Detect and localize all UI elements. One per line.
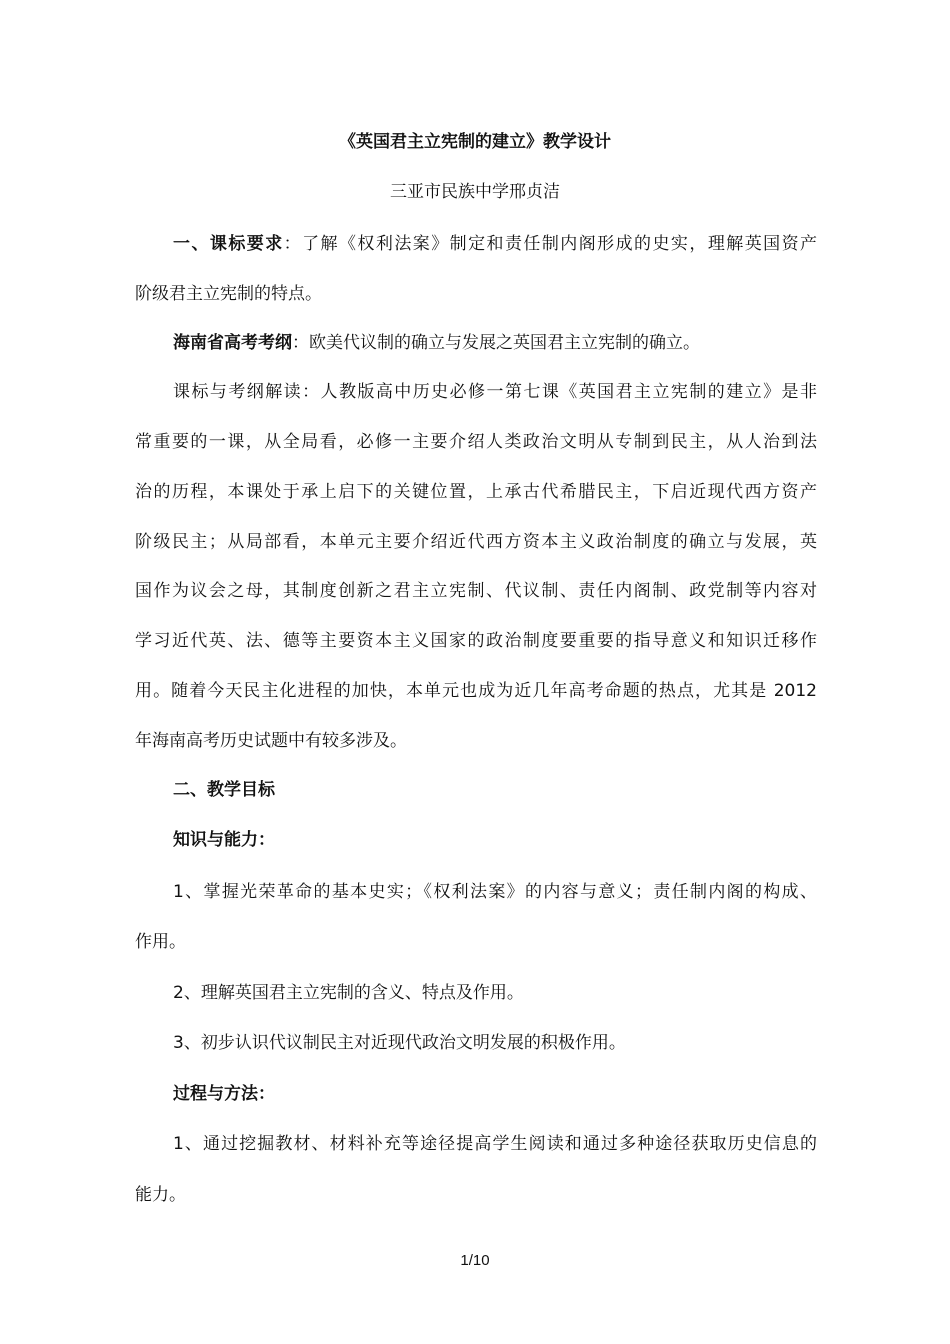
interpretation-line: 治的历程，本课处于承上启下的关键位置，上承古代希腊民主，下启近现代西方资产 xyxy=(135,482,817,502)
knowledge-heading: 知识与能力： xyxy=(173,830,275,850)
exam-text: ：欧美代议制的确立与发展之英国君主立宪制的确立。 xyxy=(292,333,700,353)
section1-text: 了解《权利法案》制定和责任制内阁形成的史实，理解英国资产 xyxy=(302,234,818,254)
process-heading: 过程与方法： xyxy=(173,1084,275,1104)
interpretation-line: 用。随着今天民主化进程的加快，本单元也成为近几年高考命题的热点，尤其是 2012 xyxy=(135,681,817,701)
section2-heading: 二、教学目标 xyxy=(173,780,275,800)
section1-sep: ： xyxy=(283,234,303,254)
interpretation-line: 年海南高考历史试题中有较多涉及。 xyxy=(135,731,407,751)
interpretation-line: 国作为议会之母，其制度创新之君主立宪制、代议制、责任内阁制、政党制等内容对 xyxy=(135,581,817,601)
knowledge-item-2: 2、理解英国君主立宪制的含义、特点及作用。 xyxy=(173,983,524,1003)
knowledge-item-1-line2: 作用。 xyxy=(135,932,186,952)
document-author: 三亚市民族中学邢贞洁 xyxy=(390,182,560,202)
section1-heading: 一、课标要求 xyxy=(173,234,284,254)
document-title: 《英国君主立宪制的建立》教学设计 xyxy=(339,132,611,152)
exam-heading: 海南省高考考纲 xyxy=(173,333,292,353)
interpretation-line: 阶级民主；从局部看，本单元主要介绍近代西方资本主义政治制度的确立与发展，英 xyxy=(135,532,817,552)
page-number: 1/10 xyxy=(460,1252,490,1269)
interpretation-line: 课标与考纲解读：人教版高中历史必修一第七课《英国君主立宪制的建立》是非 xyxy=(173,382,817,402)
section1-line1 xyxy=(173,233,817,255)
section1-line2: 阶级君主立宪制的特点。 xyxy=(135,284,322,304)
interpretation-line: 学习近代英、法、德等主要资本主义国家的政治制度要重要的指导意义和知识迁移作 xyxy=(135,631,817,651)
knowledge-item-1-line1: 1、掌握光荣革命的基本史实；《权利法案》的内容与意义；责任制内阁的构成、 xyxy=(173,882,817,902)
process-item-1-line1: 1、通过挖掘教材、材料补充等途径提高学生阅读和通过多种途径获取历史信息的 xyxy=(173,1134,817,1154)
exam-outline xyxy=(173,332,817,354)
knowledge-item-3: 3、初步认识代议制民主对近现代政治文明发展的积极作用。 xyxy=(173,1033,626,1053)
process-item-1-line2: 能力。 xyxy=(135,1185,186,1205)
interpretation-line: 常重要的一课，从全局看，必修一主要介绍人类政治文明从专制到民主，从人治到法 xyxy=(135,432,817,452)
